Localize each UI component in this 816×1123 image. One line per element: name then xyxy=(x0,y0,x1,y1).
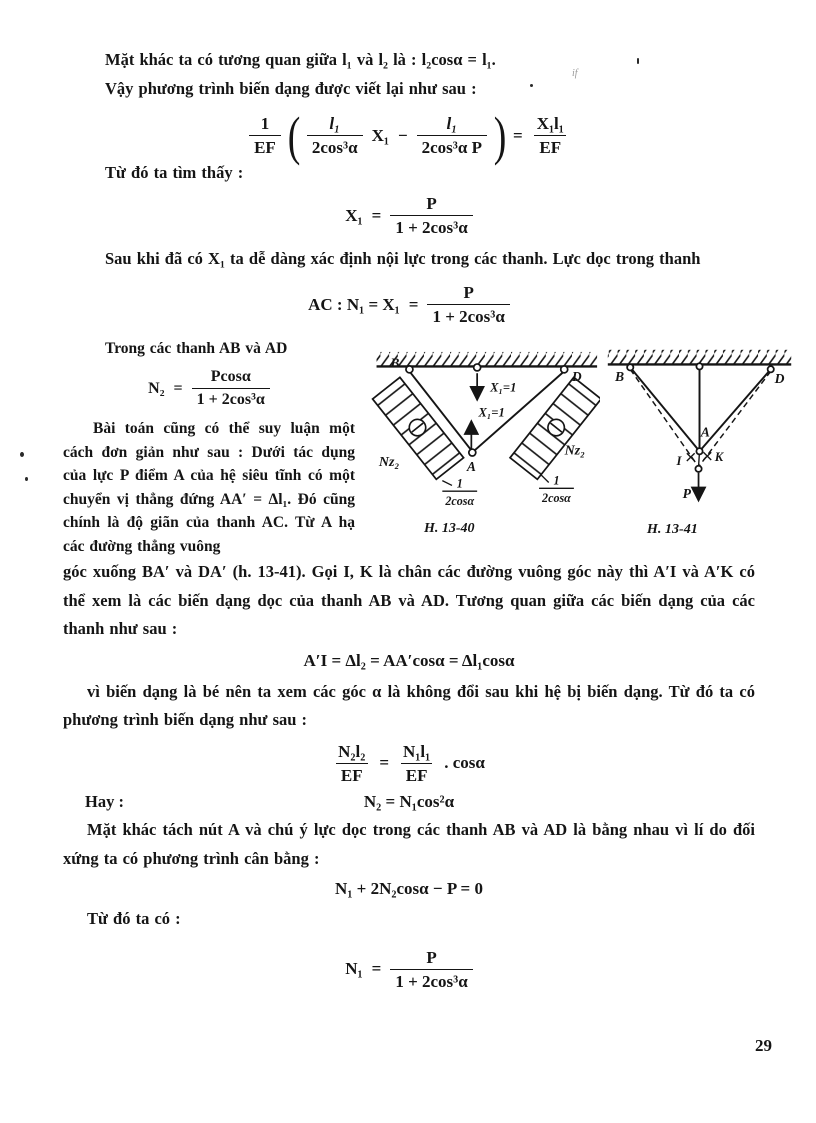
foot-label-K: K xyxy=(714,449,724,464)
x1-factor: X₁ xyxy=(371,125,389,145)
figure-h13-41 xyxy=(600,339,800,544)
equation-N1-final: N₁ = $\frac{P}{\text{1 + 2cos³α}}$ xyxy=(63,947,755,993)
figures-row xyxy=(355,337,800,559)
unit-load-label-top: X₁=1 xyxy=(490,380,517,395)
svg-text:2cosα: 2cosα xyxy=(542,490,571,505)
page-number: 29 xyxy=(755,1036,772,1055)
equation-equilibrium: N₁ + 2N₂cosα − P = 0 xyxy=(335,879,483,898)
cos-alpha-factor: . cosα xyxy=(444,753,485,773)
fraction-P-1p2cos3a: $\frac{P}{\text{1 + 2cos³α}}$ xyxy=(427,282,509,328)
paragraph-from-that-2: Từ đó ta có : xyxy=(87,909,181,928)
svg-text:1: 1 xyxy=(456,475,463,490)
node-label-D: D xyxy=(571,368,582,384)
paragraph-rewrite-equation: Vậy phương trình biến dạng được viết lại như sau : xyxy=(105,78,477,98)
equation-N2-N1cos2a: N₂ = N₁cos²α xyxy=(363,792,455,811)
fraction-N2l2-EF: $\frac{\text{N₂l₂}}{EF}$ xyxy=(333,741,370,787)
equation-AI-relation: A′I = Δl₂ = AA′cosα = Δl₁cosα xyxy=(303,650,515,670)
node-label-B: B xyxy=(614,368,625,384)
fraction-N1l1-EF: $\frac{\text{N₁l₁}}{EF}$ xyxy=(398,741,435,787)
print-smudge: if xyxy=(572,68,578,79)
equation-X1-result: X₁ = $\frac{P}{\text{1 + 2cos³α}}$ xyxy=(63,193,755,239)
node-label-D: D xyxy=(774,370,785,386)
diagram-label-right: Nz₂ xyxy=(564,442,586,458)
minus-sign: − xyxy=(397,125,408,145)
paragraph-perpendiculars: góc xuống BA′ và DA′ (h. 13-41). Gọi I, K là chân các đường vuông góc này thì A′I và A′K có thể xem là các biến dạng dọc của thanh AB và AD. Tương quan giữa các biến dạng của các thanh như sau : xyxy=(63,562,755,638)
paragraph-in-bars-AB-AD: Trong các thanh AB và AD xyxy=(105,339,288,357)
paragraph-small-deformation: vì biến dạng là bé nên ta xem các góc α là không đổi sau khi hệ bị biến dạng. Từ đó ta có phương trình biến dạng như sau : xyxy=(63,681,755,729)
paragraph-after-X1: Sau khi đã có X₁ ta dễ dàng xác định nội lực trong các thanh. Lực dọc trong thanh xyxy=(105,248,701,268)
paragraph-simple-reasoning: Bài toán cũng có thể suy luận một cách đơn giản như sau : Dưới tác dụng của lực P điểm A của hệ siêu tĩnh có một chuyển vị thẳng đứng AA′ = Δl₁. Đó cũng chính là độ giãn của thanh AC. Từ A hạ các đường thẳng vuông xyxy=(63,420,355,555)
paragraph-relation-l1-l2: Mặt khác ta có tương quan giữa l₁ và l₂ là : l₂cosα = l₁. xyxy=(105,50,496,69)
equation-row-hay xyxy=(63,792,755,812)
equals-sign: = xyxy=(513,125,523,145)
ceiling-support xyxy=(377,351,598,366)
figure-h13-40 xyxy=(363,339,600,539)
unit-load-arrows xyxy=(471,373,477,448)
fraction-X1l1-EF: $\frac{\text{X₁l₁}}{EF}$ xyxy=(532,113,569,159)
equation-N2: N₂ = $\frac{Pcos\alpha}{\text{1 + 2cos³α}}$ xyxy=(63,367,355,410)
node-label-B: B xyxy=(390,354,400,370)
equation-compatibility-expanded: $\frac{1}{EF}$ ( $\frac{\text{l₁}}{\text{2cos³α}}$ X₁ − $\frac{\text{l₁}}{\text{2cos³α P}}$ ) = $\frac{\text{X₁l₁}}{EF}$ xyxy=(63,113,755,159)
fraction-1-EF: $\frac{1}{EF}$ xyxy=(249,113,281,159)
axial-force-diagram-right xyxy=(510,377,600,479)
diagram-label-left: Nz₂ xyxy=(378,454,400,470)
text-and-figures-zone xyxy=(63,337,792,559)
fraction-P-1p2cos3a: $\frac{P}{\text{1 + 2cos³α}}$ xyxy=(390,193,472,239)
figure-caption: H. 13-41 xyxy=(646,520,698,537)
fraction-P-1p2cos3a: $\frac{P}{\text{1 + 2cos³α}}$ xyxy=(390,947,472,993)
hay-label: Hay : xyxy=(85,792,124,811)
fraction-l1-2cos3a: $\frac{\text{l₁}}{\text{2cos³α}}$ xyxy=(307,113,363,159)
node-label-A: A xyxy=(466,458,476,474)
fraction-l1-2cos3aP: $\frac{\text{l₁}}{\text{2cos³α P}}$ xyxy=(417,113,487,159)
fraction-label-left xyxy=(442,476,477,507)
fraction-Pcosa-1p2cos3a: $\frac{Pcos\alpha}{\text{1 + 2cos³α}}$ xyxy=(192,367,270,410)
svg-text:1: 1 xyxy=(553,472,560,487)
paragraph-node-equilibrium: Mặt khác tách nút A và chú ý lực dọc trong các thanh AB và AD là bằng nhau vì lí do đối xứng ta có phương trình cân bằng : xyxy=(63,820,755,868)
unit-load-label-bottom: X₁=1 xyxy=(478,405,505,420)
figure-caption: H. 13-40 xyxy=(423,520,475,536)
node-label-A: A xyxy=(700,424,710,440)
load-label-P: P xyxy=(682,485,692,501)
equation-N1-AC: AC : N₁ = X₁ = $\frac{P}{\text{1 + 2cos³α}}$ xyxy=(63,282,755,328)
paragraph-from-that: Từ đó ta tìm thấy : xyxy=(105,162,244,182)
equation-compatibility-N: $\frac{\text{N₂l₂}}{EF}$ = $\frac{\text{N₁l₁}}{EF}$ . cosα xyxy=(63,741,755,787)
ceiling-support xyxy=(608,349,791,364)
left-text-column xyxy=(63,337,355,559)
svg-text:2cosα: 2cosα xyxy=(445,493,475,508)
foot-label-I: I xyxy=(676,453,682,468)
